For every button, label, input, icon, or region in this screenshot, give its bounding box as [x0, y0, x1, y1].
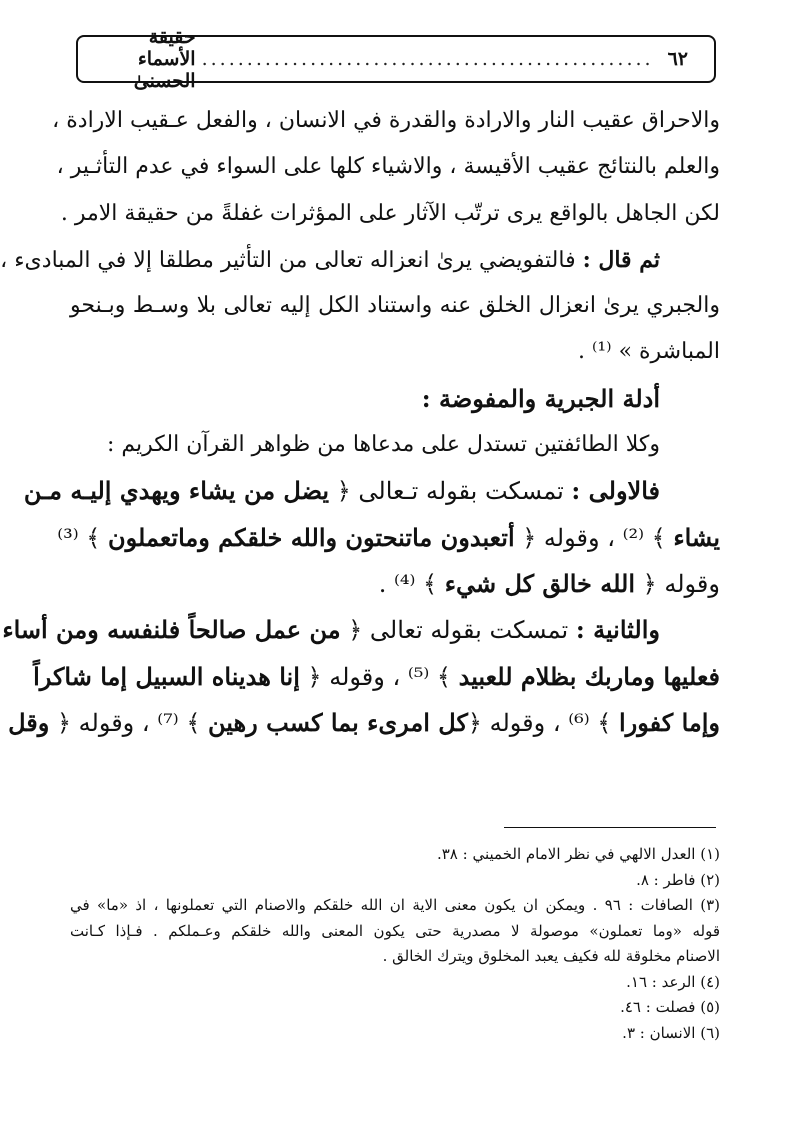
text-span: ﴾ ⁽²⁾ ، وقوله ﴿ [514, 523, 674, 552]
footnote: الاصنام مخلوقة لله فكيف يعبد المخلوق ويترك الخالق . [382, 947, 720, 965]
paragraph-line [70, 561, 720, 607]
lead-phrase: والثانية : [575, 615, 660, 645]
paragraph-line [2, 607, 720, 653]
footnote: قوله «وما تعملون» موصولة لا مصدرية حتى يكون المعنى والله خلقكم وعـملكم . فـإذا كـانت [70, 921, 720, 940]
paragraph-line [33, 654, 720, 700]
quran-verse: يشاء [673, 522, 720, 552]
text-span: تمسكت بقوله تعالى ﴿ [340, 616, 576, 645]
text-line: لكن الجاهل بالواقع يرى ترتّب الآثار على المؤثرات غفلةً من حقيقة الامر . [60, 200, 720, 226]
quran-verse: يضل من يشاء ويهدي إليـه مـن [23, 476, 330, 506]
quran-verse: وقل [8, 707, 50, 737]
text-line: والعلم بالنتائج عقيب الأقيسة ، والاشياء كلها على السواء في عدم التأثـير ، [56, 154, 720, 180]
section-title: أدلة الجبرية والمفوضة [439, 383, 660, 413]
text-span: ﴾ ⁽⁶⁾ ، وقوله ﴿ [467, 708, 619, 737]
footnote: (٦) الانسان : ٣. [622, 1023, 720, 1042]
text-span: تمسكت بقوله تـعالى ﴿ [329, 477, 572, 506]
footnote: (٣) الصافات : ٩٦ . ويمكن ان يكون معنى الاية ان الله خلقكم والاصنام التي تعملونها ، اذ «ما» في [70, 896, 721, 914]
text-span: ﴾ ⁽⁵⁾ ، وقوله ﴿ [299, 662, 459, 691]
running-header [76, 26, 716, 92]
section-colon: : [421, 383, 440, 413]
footnote: (٢) فاطر : ٨. [636, 870, 720, 889]
text-line: والجبري يرىٰ انعزال الخلق عنه واستناد الكل إليه تعالى بلا وسـط وبـنحو [70, 293, 720, 319]
quran-verse: الله خالق كل شيء [444, 568, 636, 598]
footnote: (٤) الرعد : ١٦. [626, 972, 720, 991]
footnote: (١) العدل الالهي في نظر الامام الخميني : ٣٨. [436, 845, 720, 863]
footnote-separator [504, 827, 716, 828]
quran-verse: من عمل صالحاً فلنفسه ومن أساء [2, 615, 341, 645]
lead-phrase: فالاولى : [571, 476, 660, 506]
quran-verse: فعليها وماربك بظلام للعبيد [458, 661, 720, 691]
quran-verse: كل امرىء بما كسب رهين [208, 707, 468, 737]
text-span: فالتفويضي يرىٰ انعزاله تعالى من التأثير مطلقا إلا في المبادىء ، [0, 247, 583, 273]
text-line: والاحراق عقيب النار والارادة والقدرة في الانسان ، والفعل عـقيب الارادة ، [52, 108, 720, 133]
main-text [0, 98, 720, 746]
text-span: ﴾ ⁽⁴⁾ . [378, 569, 445, 598]
header-title: حقيقة الأسماء الحسنىٰ [133, 26, 196, 92]
footnote: (٥) فصلت : ٤٦. [620, 998, 720, 1016]
header-leader-dots: .................................................. [201, 48, 654, 70]
text-span: ﴾ ⁽⁷⁾ ، وقوله ﴿ [49, 708, 209, 737]
lead-phrase: ثم قال : [582, 246, 660, 273]
text-line: وكلا الطائفتين تستدل على مدعاها من ظواهر القرآن الكريم : [106, 432, 660, 458]
text-span: وقوله ﴿ [635, 569, 720, 598]
quran-verse: إنا هديناه السبيل إما شاكراً [33, 661, 300, 691]
text-span: ﴾ ⁽³⁾ [57, 523, 108, 552]
page-number: ٦٢ [667, 48, 688, 70]
footnotes [70, 842, 720, 1046]
quran-verse: وإما كفورا [618, 707, 720, 737]
quran-verse: أتعبدون ماتنحتون والله خلقكم وماتعملون [107, 522, 515, 552]
paragraph-line [57, 515, 720, 561]
paragraph-line [23, 468, 720, 514]
text-line: المباشرة » ⁽¹⁾ . [577, 339, 720, 365]
paragraph-line [0, 237, 720, 283]
section-heading [70, 376, 720, 422]
paragraph-line [8, 700, 720, 746]
